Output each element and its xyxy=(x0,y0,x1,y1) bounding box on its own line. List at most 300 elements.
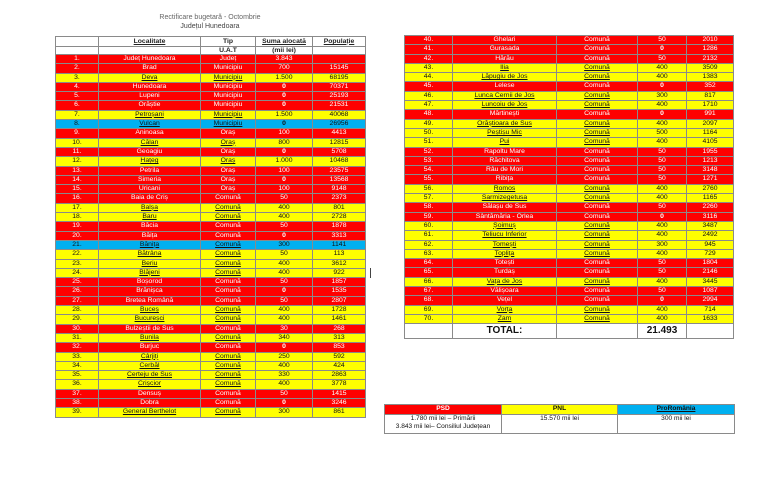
row-localitate: Balșa xyxy=(99,203,201,212)
row-number: 8. xyxy=(56,120,99,129)
row-number: 37. xyxy=(56,389,99,398)
row-population: 861 xyxy=(313,408,366,417)
row-localitate: Răchitova xyxy=(453,156,557,165)
row-localitate: Ribița xyxy=(453,175,557,184)
row-tip: Comună xyxy=(557,314,638,323)
row-amount: 0 xyxy=(256,343,313,352)
table-row xyxy=(56,324,366,333)
row-tip: Comună xyxy=(201,203,256,212)
row-tip: Comună xyxy=(201,259,256,268)
row-population: 1286 xyxy=(687,45,734,54)
row-amount: 400 xyxy=(638,221,687,230)
row-tip: Oraș xyxy=(201,129,256,138)
row-population: 1535 xyxy=(313,287,366,296)
document-subtitle: Județul Hunedoara xyxy=(180,23,240,30)
row-number: 15. xyxy=(56,185,99,194)
row-population: 1633 xyxy=(687,314,734,323)
row-tip: Comună xyxy=(557,240,638,249)
row-amount: 400 xyxy=(638,138,687,147)
document-title: Rectificare bugetară - Octombrie xyxy=(159,14,261,21)
row-amount: 100 xyxy=(256,166,313,175)
row-amount: 500 xyxy=(638,128,687,137)
row-localitate: Zam xyxy=(453,314,557,323)
row-population: 2132 xyxy=(687,54,734,63)
row-tip: Comună xyxy=(557,73,638,82)
row-population: 2863 xyxy=(313,371,366,380)
row-number: 55. xyxy=(405,175,453,184)
row-tip: Comună xyxy=(557,45,638,54)
row-number: 67. xyxy=(405,287,453,296)
row-population: 10468 xyxy=(313,157,366,166)
header-nr xyxy=(56,37,99,47)
row-amount: 400 xyxy=(638,305,687,314)
row-number: 56. xyxy=(405,184,453,193)
row-number: 45. xyxy=(405,82,453,91)
row-population: 2373 xyxy=(313,194,366,203)
row-localitate: Orăștie xyxy=(99,101,201,110)
row-population: 991 xyxy=(687,110,734,119)
row-tip: Comună xyxy=(557,184,638,193)
row-number: 20. xyxy=(56,231,99,240)
row-amount: 100 xyxy=(256,129,313,138)
row-tip: Comună xyxy=(201,389,256,398)
row-localitate: Burjuc xyxy=(99,343,201,352)
party-proromania-header: ProRomânia xyxy=(618,405,735,415)
row-population: 23575 xyxy=(313,166,366,175)
header-nr-2 xyxy=(56,47,99,55)
allocation-table-right xyxy=(404,35,734,339)
row-number: 54. xyxy=(405,166,453,175)
row-tip: Comună xyxy=(201,268,256,277)
row-number: 33. xyxy=(56,352,99,361)
row-number: 28. xyxy=(56,306,99,315)
table-row xyxy=(56,213,366,222)
total-spacer-3 xyxy=(687,324,734,339)
row-tip: Oraș xyxy=(201,175,256,184)
row-number: 39. xyxy=(56,408,99,417)
row-amount: 400 xyxy=(638,194,687,203)
allocation-table-left xyxy=(55,36,366,418)
row-tip: Comună xyxy=(557,305,638,314)
row-amount: 1.000 xyxy=(256,157,313,166)
row-number: 26. xyxy=(56,287,99,296)
row-tip: Comună xyxy=(557,268,638,277)
total-label: TOTAL: xyxy=(453,324,557,339)
row-tip: Comună xyxy=(201,240,256,249)
row-amount: 50 xyxy=(638,203,687,212)
row-tip: Comună xyxy=(557,175,638,184)
row-localitate: Călan xyxy=(99,138,201,147)
row-tip: Comună xyxy=(201,287,256,296)
row-population: 352 xyxy=(687,82,734,91)
table-row xyxy=(56,185,366,194)
row-localitate: General Berthelot xyxy=(99,408,201,417)
row-amount: 400 xyxy=(638,314,687,323)
table-row xyxy=(56,389,366,398)
row-amount: 400 xyxy=(638,231,687,240)
row-localitate: Hărău xyxy=(453,54,557,63)
table-row xyxy=(56,240,366,249)
row-localitate: Rapoltu Mare xyxy=(453,147,557,156)
row-number: 21. xyxy=(56,240,99,249)
row-tip: Comună xyxy=(557,296,638,305)
row-number: 43. xyxy=(405,63,453,72)
table-row xyxy=(405,119,734,128)
row-amount: 50 xyxy=(256,278,313,287)
table-row xyxy=(405,240,734,249)
header-localitate-2 xyxy=(99,47,201,55)
row-tip: Comună xyxy=(201,408,256,417)
party-pnl-header: PNL xyxy=(502,405,618,415)
row-number: 36. xyxy=(56,380,99,389)
table-row xyxy=(405,268,734,277)
table-row xyxy=(405,54,734,63)
party-proromania-value: 300 mii lei xyxy=(618,415,735,434)
party-summary-table xyxy=(384,404,735,434)
row-amount: 250 xyxy=(256,352,313,361)
row-localitate: Vața de Jos xyxy=(453,277,557,286)
row-number: 18. xyxy=(56,213,99,222)
row-tip: Comună xyxy=(201,250,256,259)
row-population: 817 xyxy=(687,91,734,100)
table-row xyxy=(405,156,734,165)
row-localitate: Vălișoara xyxy=(453,287,557,296)
row-amount: 0 xyxy=(256,147,313,156)
row-number: 13. xyxy=(56,166,99,175)
table-row xyxy=(405,138,734,147)
row-amount: 400 xyxy=(638,249,687,258)
row-localitate: Bunila xyxy=(99,333,201,342)
row-population: 2097 xyxy=(687,119,734,128)
table-row xyxy=(56,306,366,315)
row-localitate: Hunedoara xyxy=(99,82,201,91)
row-number: 47. xyxy=(405,101,453,110)
row-population xyxy=(313,55,366,64)
row-population: 40068 xyxy=(313,110,366,119)
row-tip: Comună xyxy=(201,352,256,361)
row-localitate: Vorța xyxy=(453,305,557,314)
row-localitate: Vulcan xyxy=(99,120,201,129)
row-number: 42. xyxy=(405,54,453,63)
row-tip: Comună xyxy=(201,213,256,222)
row-number: 11. xyxy=(56,147,99,156)
row-population: 3148 xyxy=(687,166,734,175)
row-amount: 50 xyxy=(256,296,313,305)
row-population: 922 xyxy=(313,268,366,277)
row-localitate: Petroșani xyxy=(99,110,201,119)
row-tip: Comună xyxy=(557,212,638,221)
row-amount: 50 xyxy=(638,287,687,296)
row-tip: Comună xyxy=(557,166,638,175)
row-tip: Comună xyxy=(201,343,256,352)
table-row xyxy=(405,128,734,137)
row-tip: Municipiu xyxy=(201,92,256,101)
row-amount: 400 xyxy=(638,184,687,193)
row-localitate: Brad xyxy=(99,64,201,73)
row-population: 9148 xyxy=(313,185,366,194)
row-population: 2146 xyxy=(687,268,734,277)
row-number: 68. xyxy=(405,296,453,305)
row-localitate: Cerbăl xyxy=(99,361,201,370)
row-amount: 50 xyxy=(638,175,687,184)
row-amount: 50 xyxy=(256,389,313,398)
left-table-body xyxy=(56,55,366,418)
table-row xyxy=(405,63,734,72)
header-populatie: Populație xyxy=(313,37,366,47)
row-localitate: Toplița xyxy=(453,249,557,258)
row-tip: Comună xyxy=(557,287,638,296)
row-tip: Comună xyxy=(201,361,256,370)
row-number: 4. xyxy=(56,82,99,91)
table-row xyxy=(405,314,734,323)
row-population: 4413 xyxy=(313,129,366,138)
row-localitate: Beriu xyxy=(99,259,201,268)
row-localitate: Tomești xyxy=(453,240,557,249)
row-localitate: Luncoiu de Jos xyxy=(453,101,557,110)
row-localitate: Bulzeștii de Sus xyxy=(99,324,201,333)
table-row xyxy=(56,222,366,231)
row-localitate: Teliucu Inferior xyxy=(453,231,557,240)
row-localitate: Baru xyxy=(99,213,201,222)
row-amount: 400 xyxy=(256,213,313,222)
row-localitate: Blăjeni xyxy=(99,268,201,277)
row-localitate: Aninoasa xyxy=(99,129,201,138)
row-tip: Oraș xyxy=(201,147,256,156)
row-amount: 50 xyxy=(638,268,687,277)
row-number: 41. xyxy=(405,45,453,54)
row-localitate: Ghelari xyxy=(453,36,557,45)
row-localitate: Totești xyxy=(453,259,557,268)
row-amount: 300 xyxy=(256,408,313,417)
row-number: 53. xyxy=(405,156,453,165)
row-tip: Oraș xyxy=(201,138,256,147)
row-tip: Municipiu xyxy=(201,120,256,129)
row-number: 7. xyxy=(56,110,99,119)
row-population: 1141 xyxy=(313,240,366,249)
table-row xyxy=(56,333,366,342)
header-tip-uat: U.A.T xyxy=(201,47,256,55)
row-number: 46. xyxy=(405,91,453,100)
row-tip: Comună xyxy=(557,194,638,203)
row-tip: Comună xyxy=(201,194,256,203)
row-tip: Comună xyxy=(557,119,638,128)
row-localitate: Cârjiți xyxy=(99,352,201,361)
row-localitate: Boșorod xyxy=(99,278,201,287)
row-number: 69. xyxy=(405,305,453,314)
row-tip: Oraș xyxy=(201,166,256,175)
row-population: 2760 xyxy=(687,184,734,193)
row-localitate: Bretea Română xyxy=(99,296,201,305)
table-row xyxy=(56,64,366,73)
text-cursor xyxy=(370,268,371,278)
row-number: 52. xyxy=(405,147,453,156)
row-number: 44. xyxy=(405,73,453,82)
header-suma-unit: (mii lei) xyxy=(256,47,313,55)
table-row xyxy=(405,110,734,119)
table-row xyxy=(56,371,366,380)
table-row xyxy=(56,138,366,147)
row-amount: 50 xyxy=(638,54,687,63)
row-population: 801 xyxy=(313,203,366,212)
table-row xyxy=(405,305,734,314)
row-localitate: Bucureșci xyxy=(99,315,201,324)
row-amount: 0 xyxy=(638,45,687,54)
row-tip: Comună xyxy=(557,138,638,147)
table-row xyxy=(405,91,734,100)
row-number: 40. xyxy=(405,36,453,45)
row-tip: Municipiu xyxy=(201,101,256,110)
row-population: 2492 xyxy=(687,231,734,240)
row-number: 58. xyxy=(405,203,453,212)
row-population: 592 xyxy=(313,352,366,361)
table-row xyxy=(56,268,366,277)
row-amount: 50 xyxy=(256,222,313,231)
row-amount: 50 xyxy=(638,36,687,45)
row-tip: Municipiu xyxy=(201,82,256,91)
row-number: 10. xyxy=(56,138,99,147)
row-localitate: Dobra xyxy=(99,398,201,407)
row-population: 3116 xyxy=(687,212,734,221)
row-number: 31. xyxy=(56,333,99,342)
row-amount: 400 xyxy=(256,315,313,324)
row-number: 27. xyxy=(56,296,99,305)
table-row xyxy=(56,296,366,305)
row-tip: Comună xyxy=(201,333,256,342)
row-localitate: Vețel xyxy=(453,296,557,305)
row-population: 13568 xyxy=(313,175,366,184)
row-tip: Comună xyxy=(557,249,638,258)
total-spacer xyxy=(405,324,453,339)
row-population: 1955 xyxy=(687,147,734,156)
row-population: 113 xyxy=(313,250,366,259)
row-localitate: Romos xyxy=(453,184,557,193)
row-amount: 330 xyxy=(256,371,313,380)
row-number: 61. xyxy=(405,231,453,240)
row-number: 19. xyxy=(56,222,99,231)
row-localitate: Baia de Criș xyxy=(99,194,201,203)
party-psd-header: PSD xyxy=(385,405,502,415)
row-number: 25. xyxy=(56,278,99,287)
row-population: 3487 xyxy=(687,221,734,230)
row-population: 2994 xyxy=(687,296,734,305)
row-number: 51. xyxy=(405,138,453,147)
row-amount: 0 xyxy=(256,231,313,240)
row-amount: 50 xyxy=(638,166,687,175)
row-population: 1087 xyxy=(687,287,734,296)
table-row xyxy=(405,212,734,221)
table-row xyxy=(56,157,366,166)
row-population: 2728 xyxy=(313,213,366,222)
row-population: 313 xyxy=(313,333,366,342)
table-row xyxy=(56,147,366,156)
row-number: 30. xyxy=(56,324,99,333)
table-row xyxy=(56,398,366,407)
row-tip: Comună xyxy=(557,63,638,72)
table-row xyxy=(56,194,366,203)
row-localitate: Orăștioara de Sus xyxy=(453,119,557,128)
table-row xyxy=(56,101,366,110)
row-amount: 0 xyxy=(638,110,687,119)
row-population: 2807 xyxy=(313,296,366,305)
row-population: 424 xyxy=(313,361,366,370)
row-tip: Municipiu xyxy=(201,64,256,73)
row-tip: Comună xyxy=(557,221,638,230)
row-population: 1415 xyxy=(313,389,366,398)
row-amount: 400 xyxy=(256,380,313,389)
row-localitate: Turdaș xyxy=(453,268,557,277)
row-population: 26956 xyxy=(313,120,366,129)
row-population: 25193 xyxy=(313,92,366,101)
row-localitate: Sântămăria - Orlea xyxy=(453,212,557,221)
row-tip: Comună xyxy=(201,278,256,287)
row-number: 48. xyxy=(405,110,453,119)
row-population: 2260 xyxy=(687,203,734,212)
row-number: 65. xyxy=(405,268,453,277)
row-amount: 0 xyxy=(256,175,313,184)
table-row xyxy=(56,110,366,119)
row-tip: Comună xyxy=(201,306,256,315)
row-amount: 0 xyxy=(256,287,313,296)
row-tip: Comună xyxy=(557,203,638,212)
row-localitate: Densuș xyxy=(99,389,201,398)
row-number: 59. xyxy=(405,212,453,221)
row-population: 1271 xyxy=(687,175,734,184)
row-number: 64. xyxy=(405,259,453,268)
row-population: 4105 xyxy=(687,138,734,147)
row-number: 62. xyxy=(405,240,453,249)
row-amount: 0 xyxy=(256,92,313,101)
row-number: 16. xyxy=(56,194,99,203)
row-localitate: Brănișca xyxy=(99,287,201,296)
row-population: 15145 xyxy=(313,64,366,73)
row-localitate: Hațeg xyxy=(99,157,201,166)
psd-primarii: 1.780 mii lei – Primării xyxy=(410,415,476,422)
row-tip: Comună xyxy=(201,380,256,389)
total-value: 21.493 xyxy=(638,324,687,339)
row-amount: 3.843 xyxy=(256,55,313,64)
table-row xyxy=(56,343,366,352)
row-localitate: Lelese xyxy=(453,82,557,91)
table-row xyxy=(405,259,734,268)
row-population: 12815 xyxy=(313,138,366,147)
row-amount: 400 xyxy=(638,73,687,82)
row-population: 3612 xyxy=(313,259,366,268)
row-number: 60. xyxy=(405,221,453,230)
row-localitate: Mărtinești xyxy=(453,110,557,119)
row-number: 9. xyxy=(56,129,99,138)
table-row xyxy=(56,231,366,240)
row-tip: Comună xyxy=(201,324,256,333)
row-number: 24. xyxy=(56,268,99,277)
right-table-body xyxy=(405,36,734,324)
row-tip: Județ xyxy=(201,55,256,64)
table-row xyxy=(405,36,734,45)
row-number: 49. xyxy=(405,119,453,128)
row-amount: 400 xyxy=(638,119,687,128)
header-tip: Tip xyxy=(201,37,256,47)
row-amount: 0 xyxy=(256,120,313,129)
row-localitate: Peștișu Mic xyxy=(453,128,557,137)
row-population: 3445 xyxy=(687,277,734,286)
row-population: 729 xyxy=(687,249,734,258)
row-amount: 0 xyxy=(256,82,313,91)
row-number: 50. xyxy=(405,128,453,137)
row-localitate: Gurasada xyxy=(453,45,557,54)
header-populatie-2 xyxy=(313,47,366,55)
row-number: 66. xyxy=(405,277,453,286)
row-number: 63. xyxy=(405,249,453,258)
row-localitate: Simeria xyxy=(99,175,201,184)
